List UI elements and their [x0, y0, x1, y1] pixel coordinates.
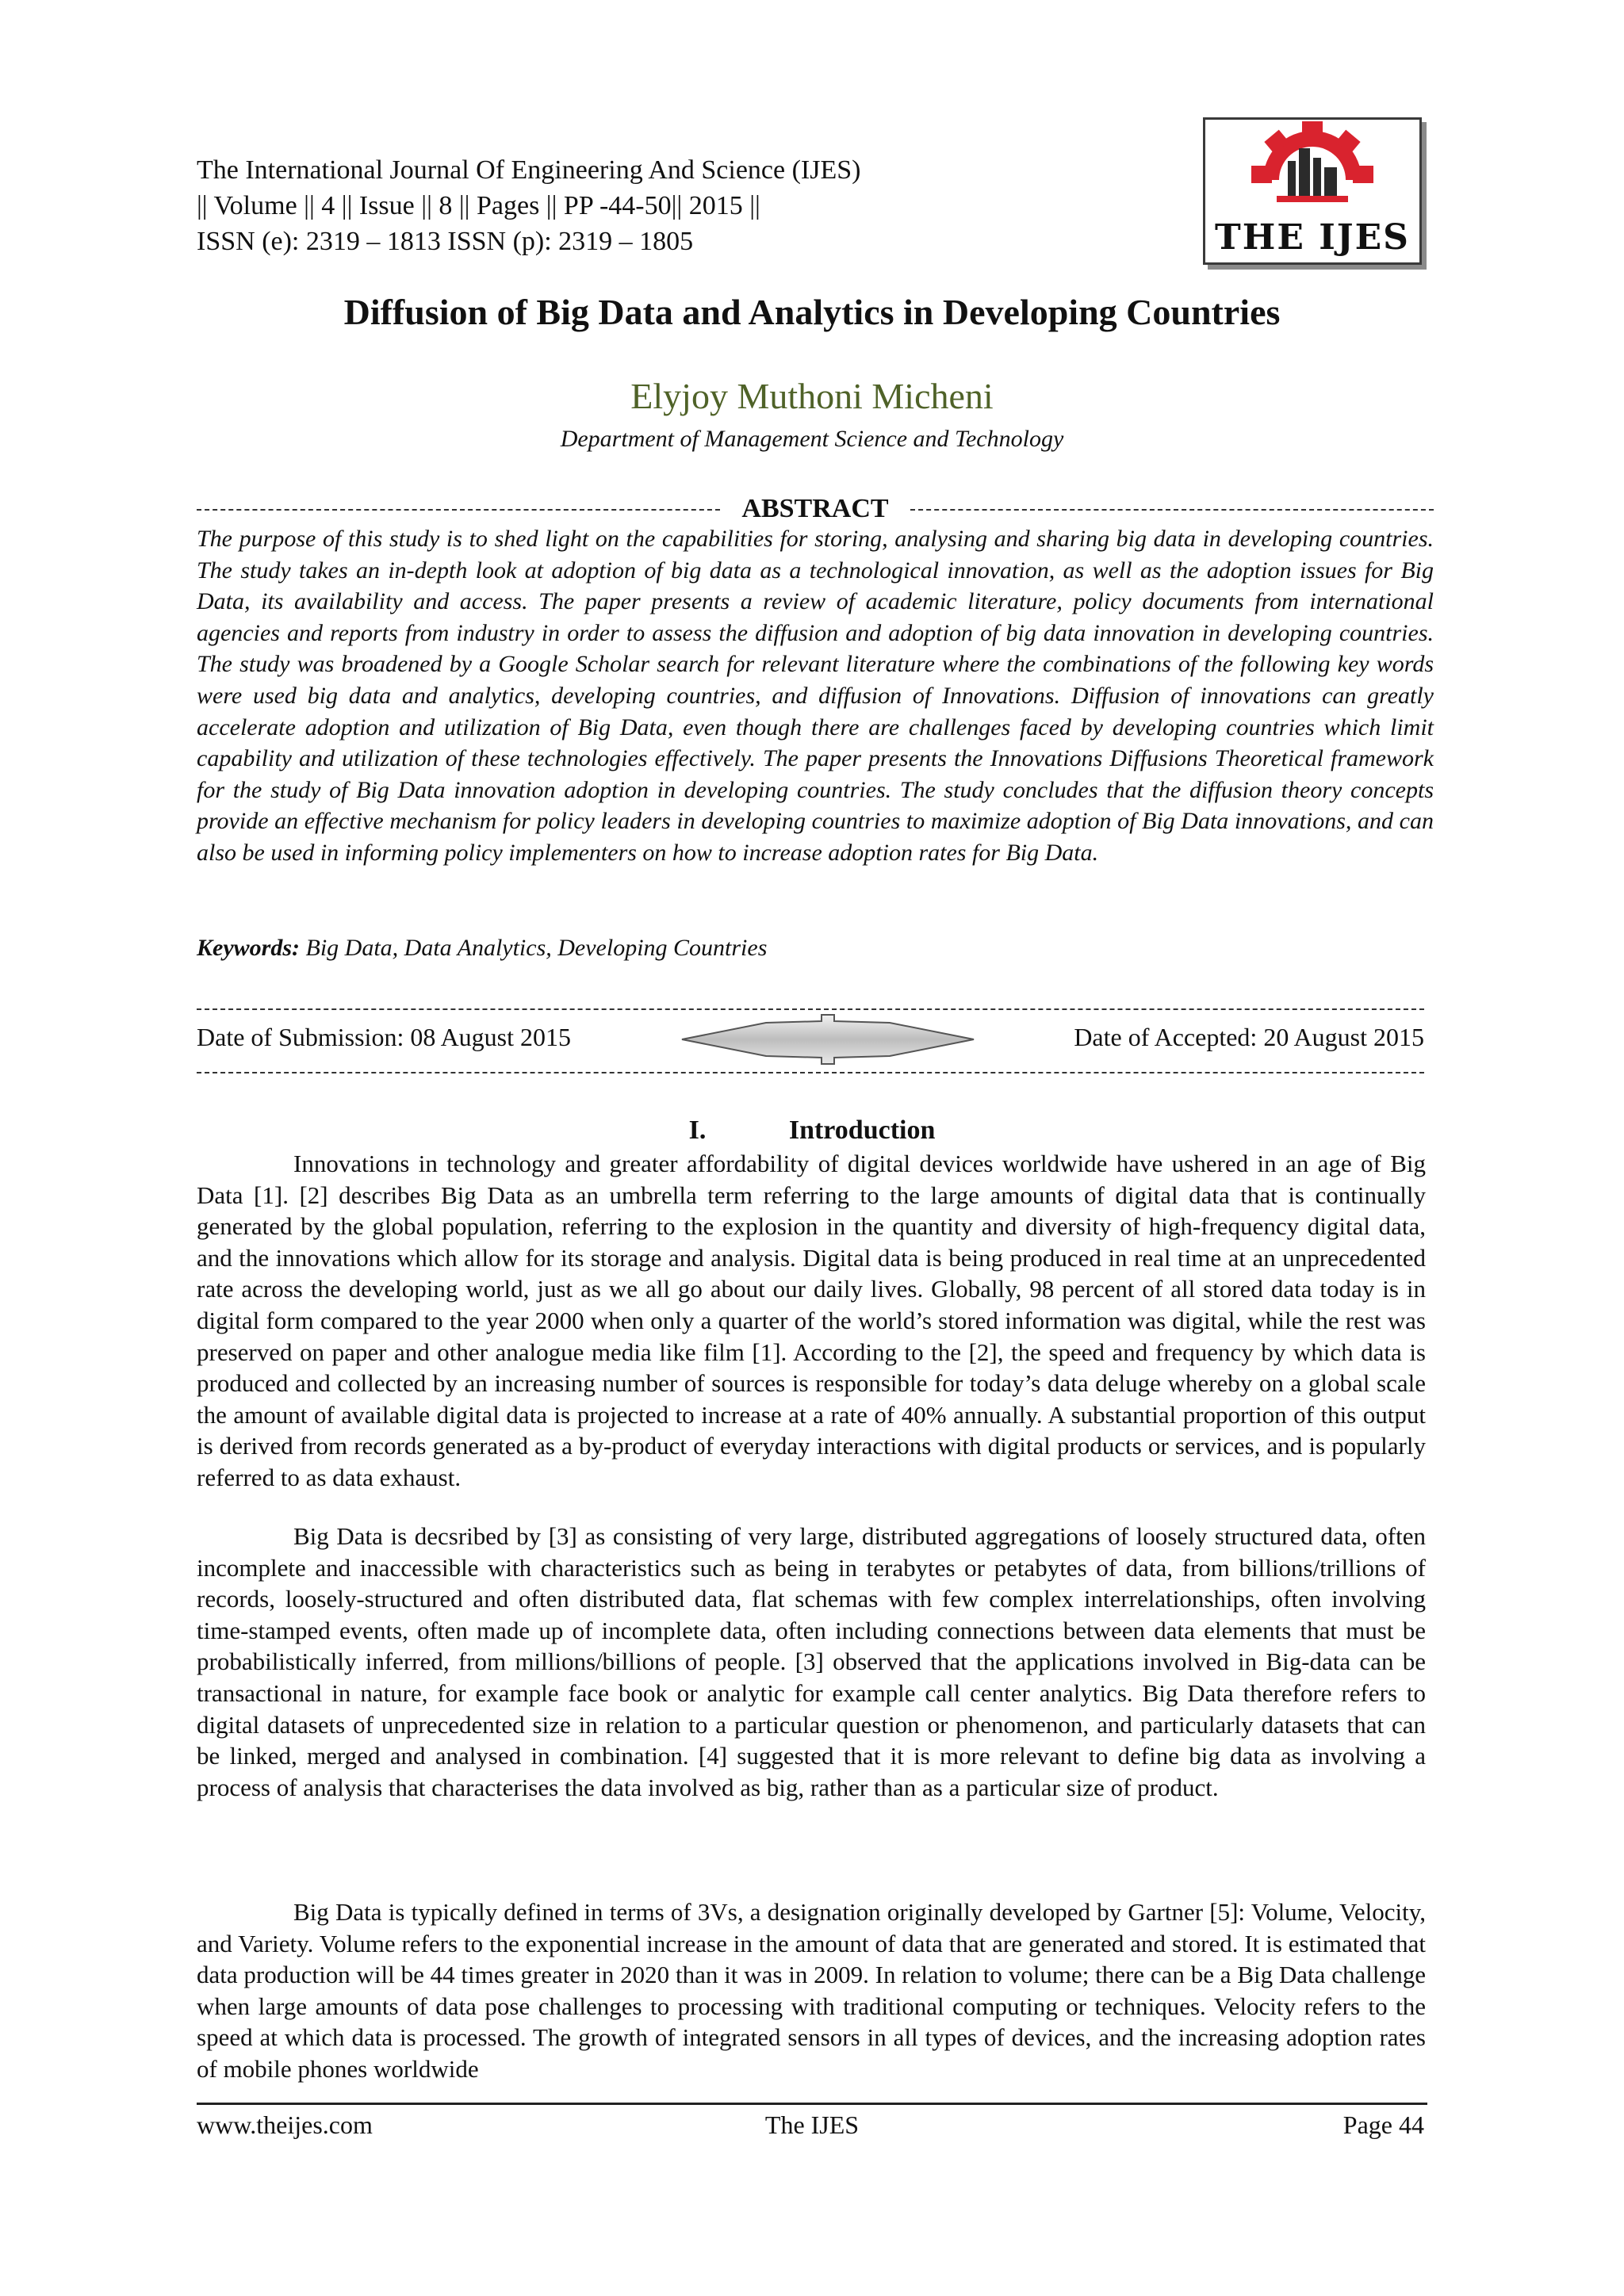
dashed-rule-right [910, 509, 1434, 511]
journal-volume-issue: || Volume || 4 || Issue || 8 || Pages || PP -44-50|| 2015 || [197, 191, 760, 220]
abstract-heading: ABSTRACT [741, 494, 889, 523]
logo-text: THE IJES [1215, 217, 1410, 258]
journal-logo [1203, 117, 1422, 265]
body-paragraph [197, 1148, 1426, 1494]
author-name: Elyjoy Muthoni Micheni [630, 376, 994, 416]
section-heading [0, 1113, 1624, 1148]
author-affiliation: Department of Management Science and Technology [560, 426, 1064, 452]
submission-date: Date of Submission: 08 August 2015 [197, 1023, 572, 1051]
paper-title: Diffusion of Big Data and Analytics in Developing Countries [343, 292, 1281, 332]
footer-rule [197, 2103, 1427, 2105]
journal-issn: ISSN (e): 2319 – 1813 ISSN (p): 2319 – 1805 [197, 227, 694, 256]
paragraph-text: Innovations in technology and greater affordability of digital devices worldwide have ushered in an age of Big Data [1]. [2] describes Big Data as an umbrella term referring to the large amounts of digital data that is continually generated by the global population, referring to the explosion in the quantity and diversity of high-frequency digital data, and the innovations which allow for its storage and analysis. Digital data is being produced in real time at an unprecedented rate across the developing world, just as we all go about our daily lives. Globally, 98 percent of all stored data today is in digital form compared to the year 2000 when only a quarter of the world’s stored information was digital, while the rest was preserved on paper and other analogue media like film [1]. According to the [2], the speed and frequency by which data is produced and collected by an increasing number of sources is responsible for today’s data deluge whereby on a global scale the amount of available digital data is projected to increase at a rate of 40% annually. A substantial proportion of this output is derived from records generated as a by-product of everyday interactions with digital products or services, and is popularly referred to as data exhaust. [197, 1150, 1426, 1491]
keywords-label: Keywords: [197, 935, 300, 961]
dates-bottom-rule [197, 1072, 1424, 1073]
abstract-text: The purpose of this study is to shed light on the capabilities for storing, analysing and sharing big data in developing countries. The study takes an in-depth look at adoption of big data as a technological innovation, as well as the adoption issues for Big Data, its availability and access. The paper presents a review of academic literature, policy documents from international agencies and reports from industry in order to assess the diffusion and adoption of big data innovation in developing countries. The study was broadened by a Google Scholar search for relevant literature where the combinations of the following key words were used big data and analytics, developing countries, and diffusion of Innovations. Diffusion of innovations can greatly accelerate adoption and utilization of Big Data, even though there are challenges faced by developing countries which limit capability and utilization of these technologies effectively. The paper presents the Innovations Diffusions Theoretical framework for the study of Big Data innovation adoption in developing countries. The study concludes that the diffusion theory concepts provide an effective mechanism for policy leaders in developing countries to maximize adoption of Big Data innovations, and can also be used in informing policy implementers on how to increase adoption rates for Big Data. [197, 526, 1434, 866]
section-title: Introduction [788, 1115, 936, 1145]
journal-name: The International Journal Of Engineering And Science (IJES) [197, 155, 861, 185]
dates-top-rule [197, 1008, 1424, 1010]
accepted-date: Date of Accepted: 20 August 2015 [1074, 1023, 1424, 1051]
journal-header [197, 152, 860, 259]
section-number: I. [688, 1115, 707, 1145]
footer-journal: The IJES [764, 2110, 860, 2139]
body-paragraph [197, 1896, 1426, 2085]
paragraph-text: Big Data is decsribed by [3] as consisting of very large, distributed aggregations of loosely structured data, often incomplete and inaccessible with characteristics such as being in terabytes or petabytes of data, from billions/trillions of records, loosely-structured and often distributed data, flat schemas with few complex interrelationships, often involving time-stamped events, often made up of incomplete data, often including connections between data elements that must be probabilistically inferred, from millions/billions of people. [3] observed that the applications involved in Big-data can be transactional in nature, for example face book or analytic for example call center analytics. Big Data therefore refers to digital datasets of unprecedented size in relation to a particular question or phenomenon, and particularly datasets that can be linked, merged and analysed in combination. [4] suggested that it is more relevant to define big data as involving a process of analysis that characterises the data involved as big, rather than as a particular size of product. [197, 1522, 1426, 1801]
footer-website: www.theijes.com [197, 2110, 373, 2139]
paragraph-text: Big Data is typically defined in terms of 3Vs, a designation originally developed by Gartner [5]: Volume, Velocity, and Variety. Volume refers to the exponential increase in the amount of data that are generated and stored. It is estimated that data production will be 44 times greater in 2020 than it was in 2009. In relation to volume; there can be a Big Data challenge when large amounts of data pose challenges to processing with traditional computing or techniques. Velocity refers to the speed at which data is processed. The growth of integrated sensors in all types of devices, and the increasing adoption rates of mobile phones worldwide [197, 1898, 1426, 2083]
footer-page-number: Page 44 [1342, 2110, 1424, 2139]
body-paragraph [197, 1521, 1426, 1803]
keywords-values: Big Data, Data Analytics, Developing Countries [305, 935, 768, 961]
keywords-line [197, 932, 1434, 964]
dashed-rule-left [197, 509, 720, 511]
double-arrow-icon [679, 1012, 977, 1067]
abstract-divider [197, 493, 1434, 525]
